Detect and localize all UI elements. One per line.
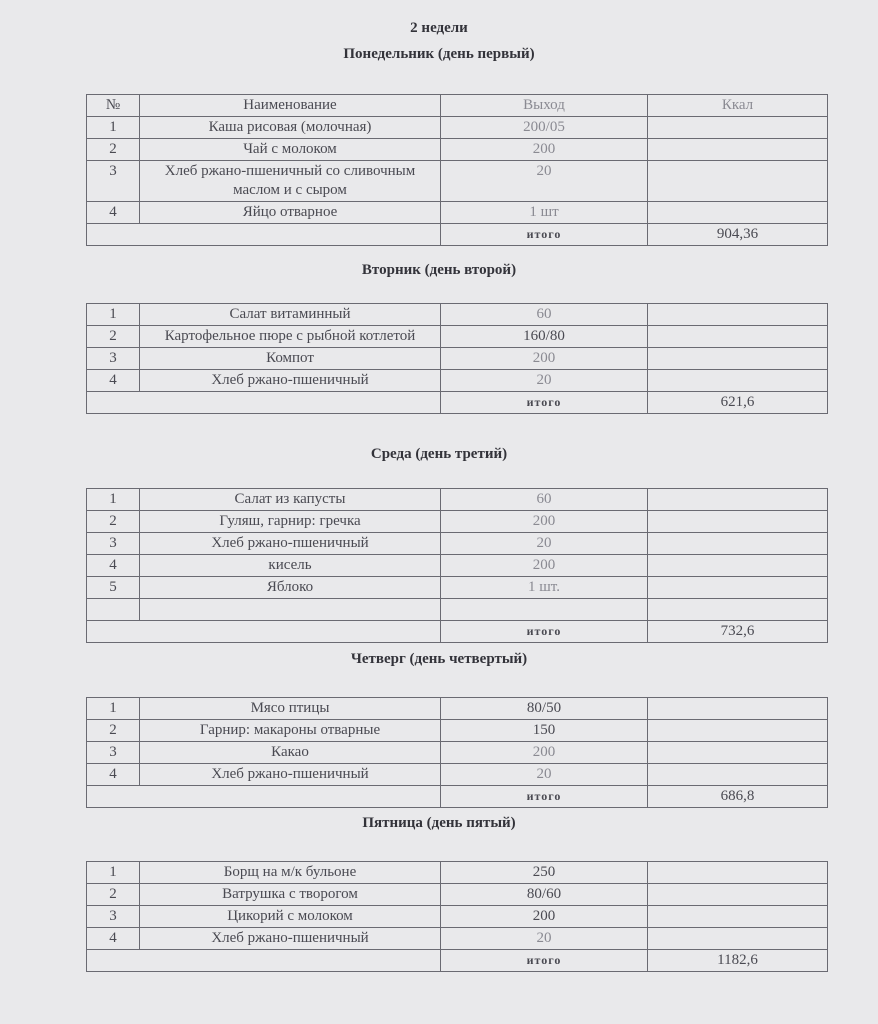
table-row xyxy=(87,720,828,742)
row-num: 2 xyxy=(87,139,140,161)
row-kcal xyxy=(648,928,828,950)
row-num: 3 xyxy=(87,348,140,370)
table-row-empty xyxy=(87,599,828,621)
row-yield: 200 xyxy=(441,906,648,928)
row-yield: 80/60 xyxy=(441,884,648,906)
row-kcal xyxy=(648,764,828,786)
menu-table-wednesday xyxy=(86,488,828,643)
total-row xyxy=(87,224,828,246)
row-kcal xyxy=(648,742,828,764)
table-row xyxy=(87,906,828,928)
table-row xyxy=(87,348,828,370)
row-name: Ватрушка с творогом xyxy=(140,884,441,906)
table-row xyxy=(87,742,828,764)
total-spacer xyxy=(87,224,441,246)
row-yield: 200 xyxy=(441,139,648,161)
table-row xyxy=(87,511,828,533)
total-row xyxy=(87,392,828,414)
row-num: 2 xyxy=(87,511,140,533)
day-title-monday: Понедельник (день первый) xyxy=(343,46,535,62)
row-num xyxy=(87,599,140,621)
total-value: 686,8 xyxy=(648,786,828,808)
total-label: итого xyxy=(441,224,648,246)
total-label: итого xyxy=(441,950,648,972)
row-yield: 1 шт xyxy=(441,202,648,224)
row-name: Какао xyxy=(140,742,441,764)
total-label: итого xyxy=(441,621,648,643)
row-name: Борщ на м/к бульоне xyxy=(140,862,441,884)
total-value: 621,6 xyxy=(648,392,828,414)
table-row xyxy=(87,202,828,224)
table-row xyxy=(87,304,828,326)
row-kcal xyxy=(648,862,828,884)
table-row xyxy=(87,161,828,202)
row-yield: 250 xyxy=(441,862,648,884)
row-num: 2 xyxy=(87,884,140,906)
row-yield: 20 xyxy=(441,161,648,202)
row-kcal xyxy=(648,489,828,511)
table-row xyxy=(87,489,828,511)
row-kcal xyxy=(648,202,828,224)
table-row xyxy=(87,928,828,950)
menu-table-tuesday xyxy=(86,303,828,414)
row-kcal xyxy=(648,304,828,326)
row-name: Гарнир: макароны отварные xyxy=(140,720,441,742)
row-num: 4 xyxy=(87,370,140,392)
row-num: 4 xyxy=(87,555,140,577)
row-num: 3 xyxy=(87,742,140,764)
table-row xyxy=(87,533,828,555)
row-name: Яблоко xyxy=(140,577,441,599)
row-kcal xyxy=(648,533,828,555)
row-name: Хлеб ржано-пшеничный xyxy=(140,764,441,786)
row-yield: 200 xyxy=(441,511,648,533)
table-row xyxy=(87,555,828,577)
row-kcal xyxy=(648,370,828,392)
row-yield: 60 xyxy=(441,489,648,511)
row-num: 1 xyxy=(87,862,140,884)
document-title: 2 недели xyxy=(410,20,468,36)
row-num: 3 xyxy=(87,161,140,202)
day-title-friday: Пятница (день пятый) xyxy=(362,815,516,831)
row-kcal xyxy=(648,139,828,161)
row-yield: 200 xyxy=(441,555,648,577)
row-kcal xyxy=(648,161,828,202)
row-name: Хлеб ржано-пшеничный xyxy=(140,370,441,392)
row-kcal xyxy=(648,884,828,906)
row-name: Чай с молоком xyxy=(140,139,441,161)
row-num: 2 xyxy=(87,720,140,742)
row-name: Хлеб ржано-пшеничный xyxy=(140,533,441,555)
total-label: итого xyxy=(441,786,648,808)
row-yield: 20 xyxy=(441,764,648,786)
row-name: Мясо птицы xyxy=(140,698,441,720)
row-num: 5 xyxy=(87,577,140,599)
row-name: кисель xyxy=(140,555,441,577)
row-name: Компот xyxy=(140,348,441,370)
day-title-thursday: Четверг (день четвертый) xyxy=(350,651,528,667)
day-title-wednesday: Среда (день третий) xyxy=(370,446,508,462)
row-name: Каша рисовая (молочная) xyxy=(140,117,441,139)
row-yield xyxy=(441,599,648,621)
row-yield: 200/05 xyxy=(441,117,648,139)
total-value: 732,6 xyxy=(648,621,828,643)
total-value: 904,36 xyxy=(648,224,828,246)
total-row xyxy=(87,621,828,643)
row-name: Хлеб ржано-пшеничный xyxy=(140,928,441,950)
row-yield: 20 xyxy=(441,370,648,392)
table-row xyxy=(87,139,828,161)
table-row xyxy=(87,884,828,906)
row-yield: 160/80 xyxy=(441,326,648,348)
header-kcal: Ккал xyxy=(648,95,828,117)
row-num: 1 xyxy=(87,304,140,326)
total-label: итого xyxy=(441,392,648,414)
table-row xyxy=(87,370,828,392)
row-yield: 200 xyxy=(441,348,648,370)
total-value: 1182,6 xyxy=(648,950,828,972)
total-row xyxy=(87,786,828,808)
row-name: Салат витаминный xyxy=(140,304,441,326)
row-num: 3 xyxy=(87,906,140,928)
row-yield: 1 шт. xyxy=(441,577,648,599)
row-yield: 200 xyxy=(441,742,648,764)
row-kcal xyxy=(648,348,828,370)
row-name: Картофельное пюре с рыбной котлетой xyxy=(140,326,441,348)
total-spacer xyxy=(87,621,441,643)
row-num: 1 xyxy=(87,117,140,139)
total-row xyxy=(87,950,828,972)
row-num: 3 xyxy=(87,533,140,555)
row-kcal xyxy=(648,906,828,928)
row-yield: 20 xyxy=(441,533,648,555)
row-num: 4 xyxy=(87,928,140,950)
header-num: № xyxy=(87,95,140,117)
row-name: Гуляш, гарнир: гречка xyxy=(140,511,441,533)
row-kcal xyxy=(648,577,828,599)
row-name: Салат из капусты xyxy=(140,489,441,511)
row-num: 1 xyxy=(87,489,140,511)
row-kcal xyxy=(648,599,828,621)
row-name: Яйцо отварное xyxy=(140,202,441,224)
row-kcal xyxy=(648,698,828,720)
table-row xyxy=(87,326,828,348)
row-kcal xyxy=(648,117,828,139)
table-row xyxy=(87,764,828,786)
row-num: 2 xyxy=(87,326,140,348)
row-name xyxy=(140,599,441,621)
menu-table-friday xyxy=(86,861,828,972)
day-title-tuesday: Вторник (день второй) xyxy=(361,262,517,278)
table-header-row xyxy=(87,95,828,117)
header-name: Наименование xyxy=(140,95,441,117)
row-kcal xyxy=(648,720,828,742)
row-num: 4 xyxy=(87,764,140,786)
row-yield: 80/50 xyxy=(441,698,648,720)
row-yield: 20 xyxy=(441,928,648,950)
row-kcal xyxy=(648,555,828,577)
menu-table-thursday xyxy=(86,697,828,808)
table-row xyxy=(87,577,828,599)
row-kcal xyxy=(648,511,828,533)
row-kcal xyxy=(648,326,828,348)
table-row xyxy=(87,862,828,884)
row-yield: 60 xyxy=(441,304,648,326)
row-num: 1 xyxy=(87,698,140,720)
total-spacer xyxy=(87,950,441,972)
total-spacer xyxy=(87,392,441,414)
row-yield: 150 xyxy=(441,720,648,742)
table-row xyxy=(87,117,828,139)
header-yield: Выход xyxy=(441,95,648,117)
row-name: Цикорий с молоком xyxy=(140,906,441,928)
table-row xyxy=(87,698,828,720)
row-num: 4 xyxy=(87,202,140,224)
total-spacer xyxy=(87,786,441,808)
menu-table-monday xyxy=(86,94,828,246)
row-name: Хлеб ржано-пшеничный со сливочным маслом и с сыром xyxy=(140,161,441,202)
